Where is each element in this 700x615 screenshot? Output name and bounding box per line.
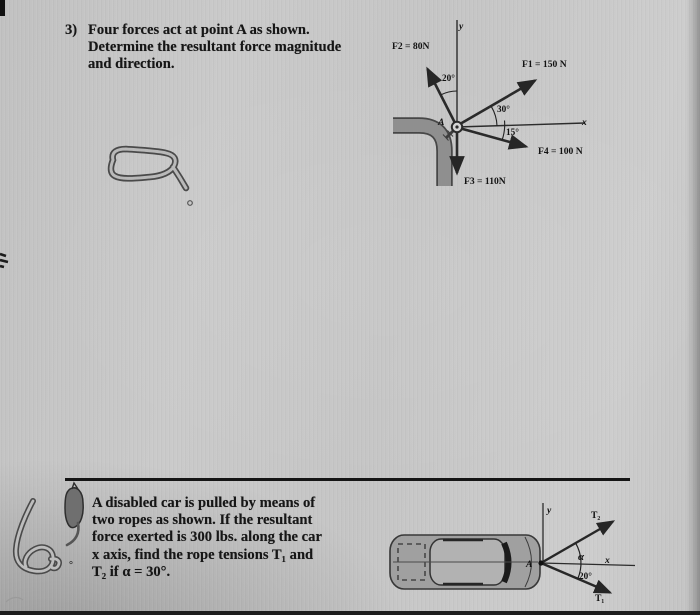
d1-x-axis-label: x <box>582 117 587 128</box>
tension-t1-arrow <box>541 563 610 593</box>
d2-y-axis-label: y <box>547 505 552 516</box>
pen-dot <box>188 201 193 206</box>
force-f1-arrow <box>460 81 535 125</box>
car-top-view <box>390 535 540 589</box>
problem3-line3: and direction. <box>88 56 175 73</box>
problem3-line1: Four forces act at point A as shown. <box>88 22 310 38</box>
problem3-text <box>65 22 342 74</box>
d2-point-a-label: A <box>526 559 533 570</box>
problem4-text <box>92 495 322 581</box>
angle-20-label: 20° <box>579 571 592 581</box>
d1-y-axis-label: y <box>459 21 464 32</box>
edge-mark-topleft <box>0 0 5 16</box>
pen-b-doodle <box>16 501 59 571</box>
angle-30-label: 30° <box>497 104 510 114</box>
problem4-line1: A disabled car is pulled by means of <box>92 495 316 511</box>
problem3-line2: Determine the resultant force magnitude <box>88 39 342 56</box>
angle-20-label: 20° <box>442 73 455 83</box>
f4-value-label: F4 = 100 N <box>538 146 583 157</box>
point-a-dot <box>538 560 543 565</box>
f3-value-label: F3 = 110N <box>464 176 506 187</box>
angle-15-label: 15° <box>506 127 519 137</box>
margin-degree-bullet: ° <box>69 560 73 571</box>
angle-arc-15 <box>502 121 504 140</box>
alpha-label: α <box>578 551 585 563</box>
problem4-line5: T₂ if α = 30°. <box>92 563 171 580</box>
page-right-edge-shadow <box>686 0 700 615</box>
tension-t2-arrow <box>541 522 613 564</box>
x-axis <box>541 563 635 566</box>
angle-arc-20 <box>441 91 457 95</box>
problem4-line3: force exerted is 300 lbs. along the car <box>92 529 322 546</box>
force-diagram <box>380 15 600 205</box>
ink-blob <box>65 483 83 545</box>
t2-label: T₂ <box>591 510 601 521</box>
corner-scratch <box>6 598 23 602</box>
problem4-line4: x axis, find the rope tensions T₁ and <box>92 546 314 563</box>
problem4-line2: two ropes as shown. If the resultant <box>92 512 313 529</box>
x-axis <box>457 123 585 127</box>
d2-x-axis-label: x <box>605 555 610 566</box>
curved-wall <box>393 126 445 187</box>
f1-value-label: F1 = 150 N <box>522 59 567 70</box>
section-divider <box>65 478 630 481</box>
f2-value-label: F2 = 80N <box>392 41 430 52</box>
problem3-number: 3) <box>65 22 78 38</box>
car-rope-diagram <box>375 490 645 615</box>
t1-label: T₁ <box>595 593 605 604</box>
page-bottom-edge <box>0 611 700 615</box>
d1-point-a-label: A <box>438 117 445 128</box>
edge-scribble <box>0 254 8 267</box>
pen-loop-doodle <box>111 149 186 188</box>
